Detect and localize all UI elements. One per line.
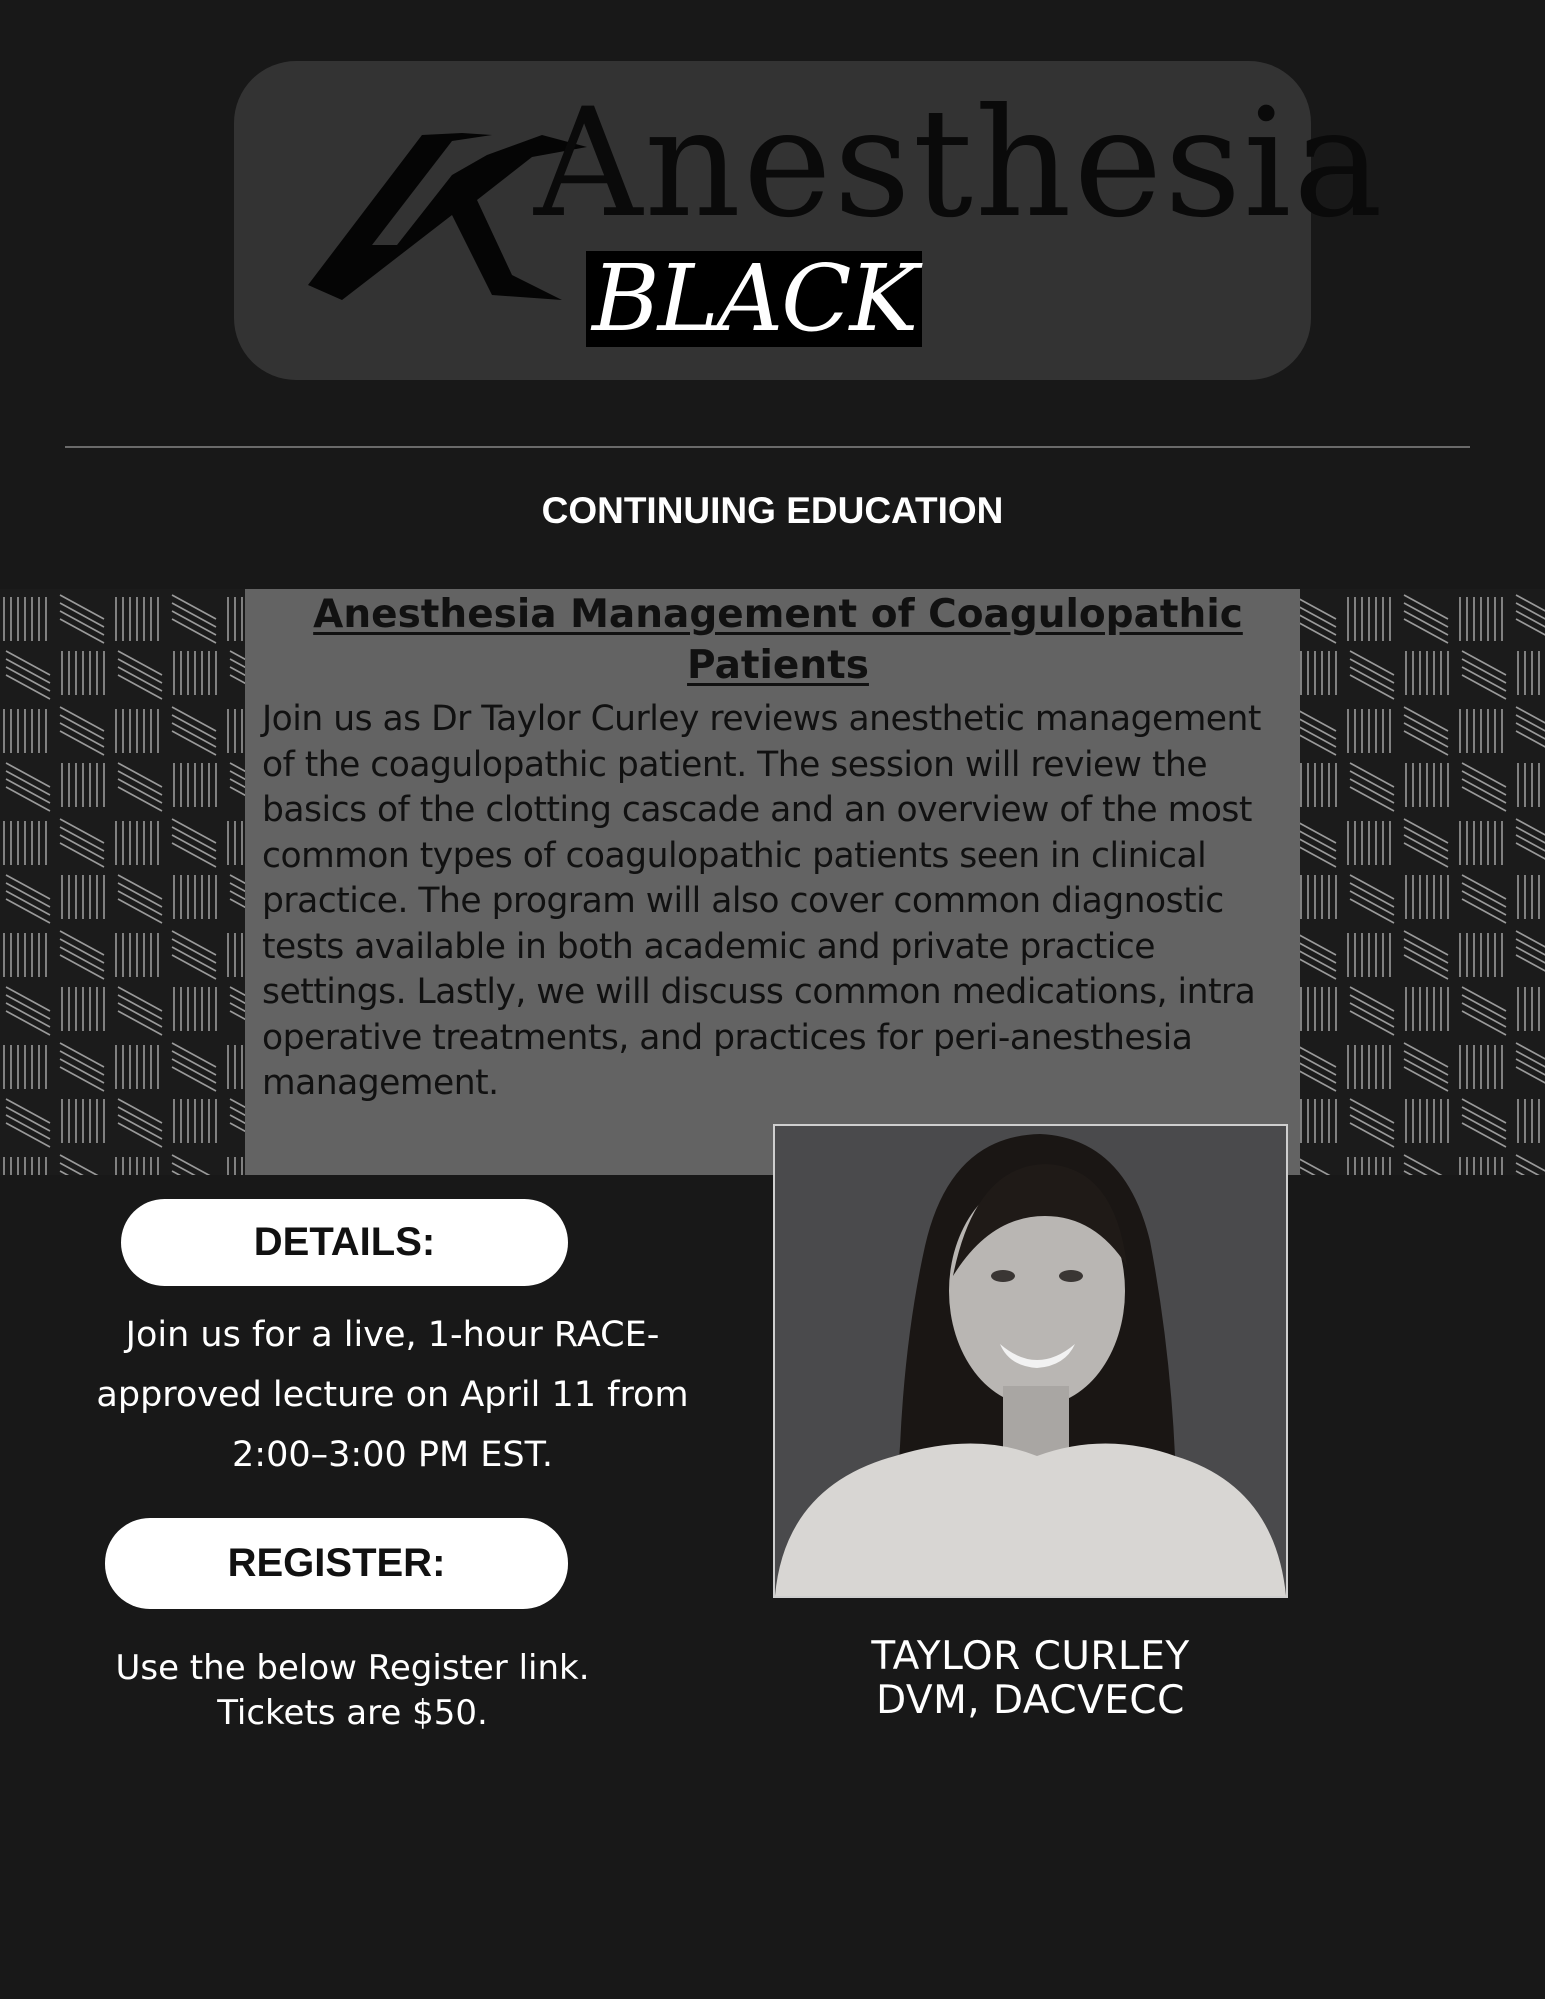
ticket-price: Tickets are $50. (217, 1693, 488, 1733)
speaker-portrait-icon (775, 1126, 1286, 1596)
register-pill[interactable]: REGISTER: (105, 1518, 568, 1609)
lecture-panel (245, 589, 1300, 1175)
register-text (100, 1646, 605, 1736)
speaker-name: TAYLOR CURLEY (871, 1634, 1190, 1679)
details-pill: DETAILS: (121, 1199, 568, 1286)
speaker-credentials: DVM, DACVECC (876, 1678, 1185, 1723)
logo-box (234, 61, 1385, 380)
details-text: Join us for a live, 1-hour RACE-approved lecture on April 11 from 2:00–3:00 PM EST. (96, 1315, 689, 1475)
lecture-title: Anesthesia Management of Coagulopathic Patients (313, 592, 1243, 688)
register-instruction: Use the below Register link. (115, 1648, 590, 1688)
lecture-description: Join us as Dr Taylor Curley reviews anesthetic management of the coagulopathic patient. The session will review the basics of the clotting cascade and an overview of the most common types of coagulopathic patients seen in clinical practice. The program will also cover common diagnostic tests available in both academic and private practice settings. Lastly, we will discuss common medications, intra operative treatments, and practices for peri-anesthesia management. (262, 699, 1261, 1103)
logo-subtitle: BLACK (586, 251, 922, 347)
section-kicker: CONTINUING EDUCATION (541, 490, 1004, 531)
divider (65, 446, 1470, 448)
speaker-photo (773, 1124, 1288, 1598)
logo-wordmark: Anesthesia (534, 77, 1385, 251)
